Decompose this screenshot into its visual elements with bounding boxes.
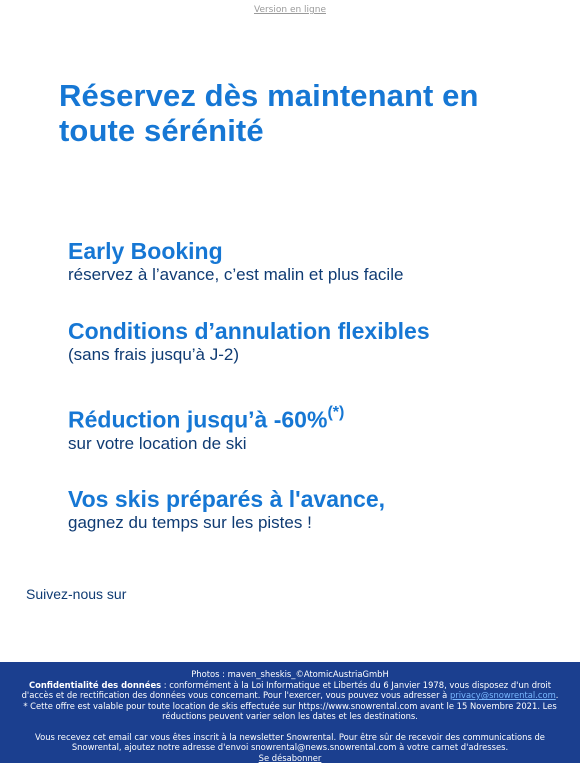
feature-title: Vos skis préparés à l'avance,	[68, 486, 386, 512]
photo-credits: Photos : maven_sheskis_©AtomicAustriaGmbH	[191, 669, 389, 679]
feature-subtitle: sur votre location de ski	[68, 433, 247, 453]
feature-subtitle: gagnez du temps sur les pistes !	[68, 513, 312, 532]
feature-discount	[68, 402, 344, 453]
feature-title: Conditions d’annulation flexibles	[68, 318, 430, 344]
footer-spacer	[12, 722, 568, 732]
privacy-label: Confidentialité des données	[28, 679, 162, 690]
unsubscribe-link[interactable]: Se désabonner	[258, 752, 322, 763]
feature-subtitle: réservez à l’avance, c’est malin et plus facile	[68, 265, 404, 284]
feature-flexible-cancellation	[68, 318, 430, 364]
feature-early-booking	[68, 238, 403, 284]
online-version-link[interactable]: Version en ligne	[253, 5, 326, 15]
offer-terms: * Cette offre est valable pour toute location de skis effectuée sur https://www.snowrental.com avant le 15 Novembre 2021. Les réductions peuvent varier selon les dates et les destinations.	[23, 700, 557, 721]
top-bar	[0, 0, 580, 14]
feature-subtitle: (sans frais jusqu’à J-2)	[68, 345, 240, 364]
newsletter-notice: Vous recevez cet email car vous êtes inscrit à la newsletter Snowrental. Pour être sûr de recevoir des communications de Snowrental, ajoutez notre adresse d'envoi snowrental@news.snowrental.com à votre carnet d'adresses.	[35, 731, 545, 752]
hero-title: Réservez dès maintenant en toute sérénité	[59, 78, 479, 148]
footer	[0, 662, 580, 763]
privacy-email-link[interactable]: privacy@snowrental.com	[449, 690, 556, 700]
feature-title: Early Booking	[68, 238, 223, 264]
feature-title: Réduction jusqu’à -60%(*)	[68, 404, 345, 433]
footnote-marker: (*)	[327, 404, 345, 421]
feature-prepared-skis	[68, 486, 385, 532]
follow-us-label: Suivez-nous sur	[26, 586, 127, 602]
privacy-notice: Confidentialité des données : conformément à la Loi Informatique et Libertés du 6 Janvier 1978, vous disposez d'un droit d'accès et de rectification des données vous concernant. Pour l'exercer, vous pouvez vous adresser à privacy@snowrental.com.	[21, 679, 559, 700]
